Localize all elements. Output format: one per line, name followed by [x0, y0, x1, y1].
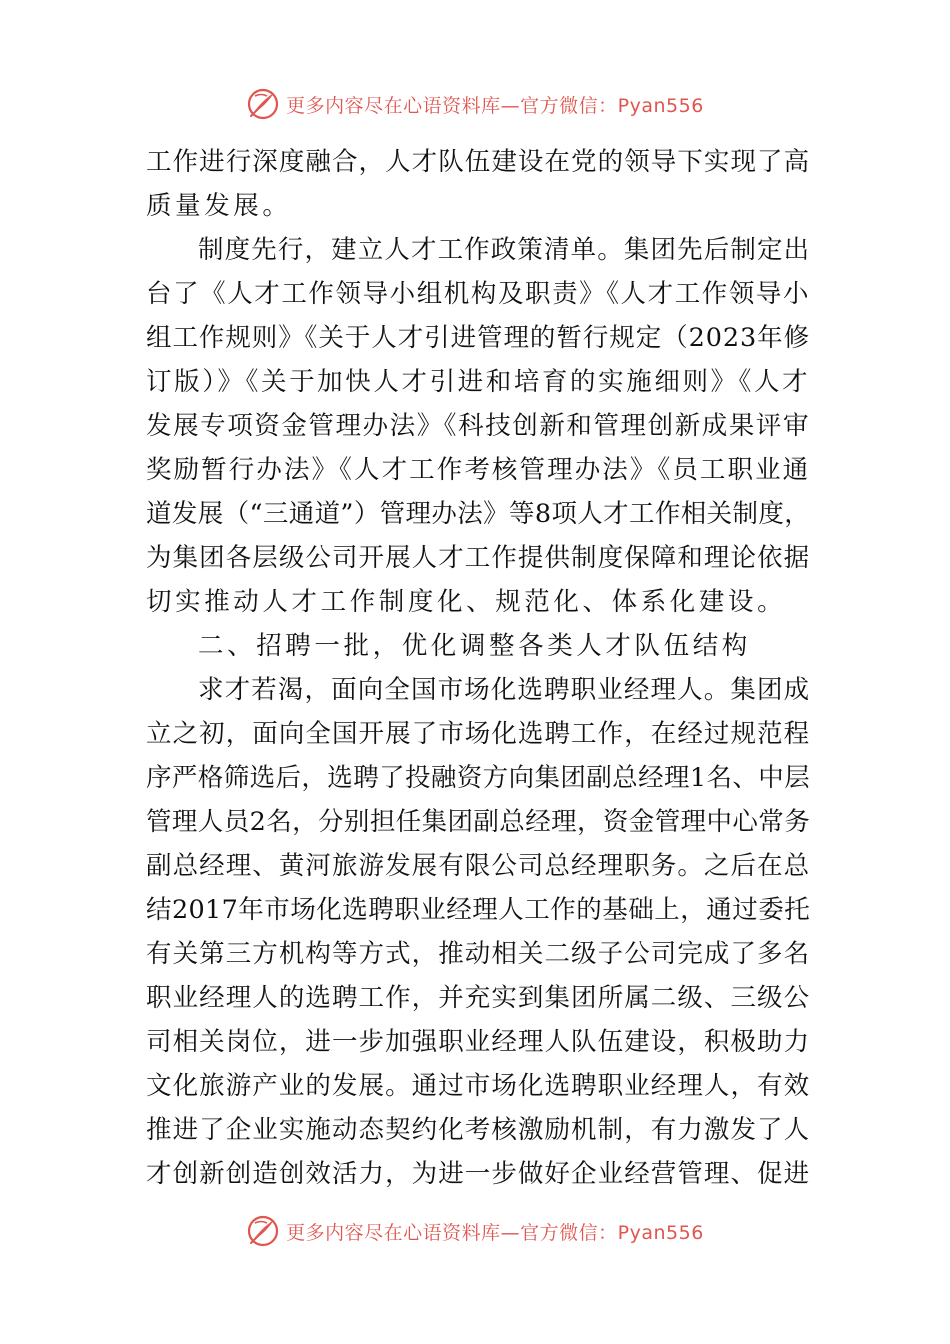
text-line: 管理人员2名，分别担任集团副总经理，资金管理中心常务	[146, 807, 810, 837]
banner-text: 更多内容尽在心语资料库—官方微信：Pyan556	[286, 1221, 704, 1244]
header-banner	[0, 84, 950, 124]
text-line: 发展专项资金管理办法》《科技创新和管理创新成果评审	[146, 411, 810, 441]
text-line: 有关第三方机构等方式，推动相关二级子公司完成了多名	[146, 939, 810, 969]
text-line: 结2017年市场化选聘职业经理人工作的基础上，通过委托	[146, 895, 810, 925]
pen-quill-icon	[246, 1214, 280, 1248]
text-line: 切实推动人才工作制度化、规范化、体系化建设。	[146, 587, 787, 617]
text-line: 立之初，面向全国开展了市场化选聘工作，在经过规范程	[146, 719, 810, 749]
banner-text: 更多内容尽在心语资料库—官方微信：Pyan556	[286, 94, 704, 117]
text-line: 副总经理、黄河旅游发展有限公司总经理职务。之后在总	[146, 851, 810, 881]
document-body	[146, 140, 810, 1196]
text-line: 文化旅游产业的发展。通过市场化选聘职业经理人，有效	[146, 1071, 810, 1101]
text-line: 工作进行深度融合，人才队伍建设在党的领导下实现了高	[146, 147, 810, 177]
footer-banner	[0, 1211, 950, 1251]
text-line: 推进了企业实施动态契约化考核激励机制，有力激发了人	[146, 1115, 810, 1145]
text-line: 组工作规则》《关于人才引进管理的暂行规定（2023年修	[146, 323, 810, 353]
text-line: 司相关岗位，进一步加强职业经理人队伍建设，积极助力	[146, 1027, 810, 1057]
section-heading: 二、招聘一批，优化调整各类人才队伍结构	[198, 631, 751, 661]
text-line: 才创新创造创效活力，为进一步做好企业经营管理、促进	[146, 1159, 810, 1189]
text-line: 台了《人才工作领导小组机构及职责》《人才工作领导小	[146, 279, 810, 309]
text-line: 奖励暂行办法》《人才工作考核管理办法》《员工职业通	[146, 455, 810, 485]
text-line: 职业经理人的选聘工作，并充实到集团所属二级、三级公	[146, 983, 810, 1013]
paragraph-first-line: 求才若渴，面向全国市场化选聘职业经理人。集团成	[198, 675, 810, 705]
text-line: 序严格筛选后，选聘了投融资方向集团副总经理1名、中层	[146, 763, 810, 793]
text-line: 道发展（“三通道”）管理办法》等8项人才工作相关制度，	[146, 499, 810, 529]
text-line: 订版）》《关于加快人才引进和培育的实施细则》《人才	[146, 367, 810, 397]
pen-quill-icon	[246, 87, 280, 121]
text-line: 为集团各层级公司开展人才工作提供制度保障和理论依据	[146, 543, 810, 573]
text-line: 质量发展。	[146, 191, 292, 221]
paragraph-first-line: 制度先行，建立人才工作政策清单。集团先后制定出	[198, 235, 810, 265]
